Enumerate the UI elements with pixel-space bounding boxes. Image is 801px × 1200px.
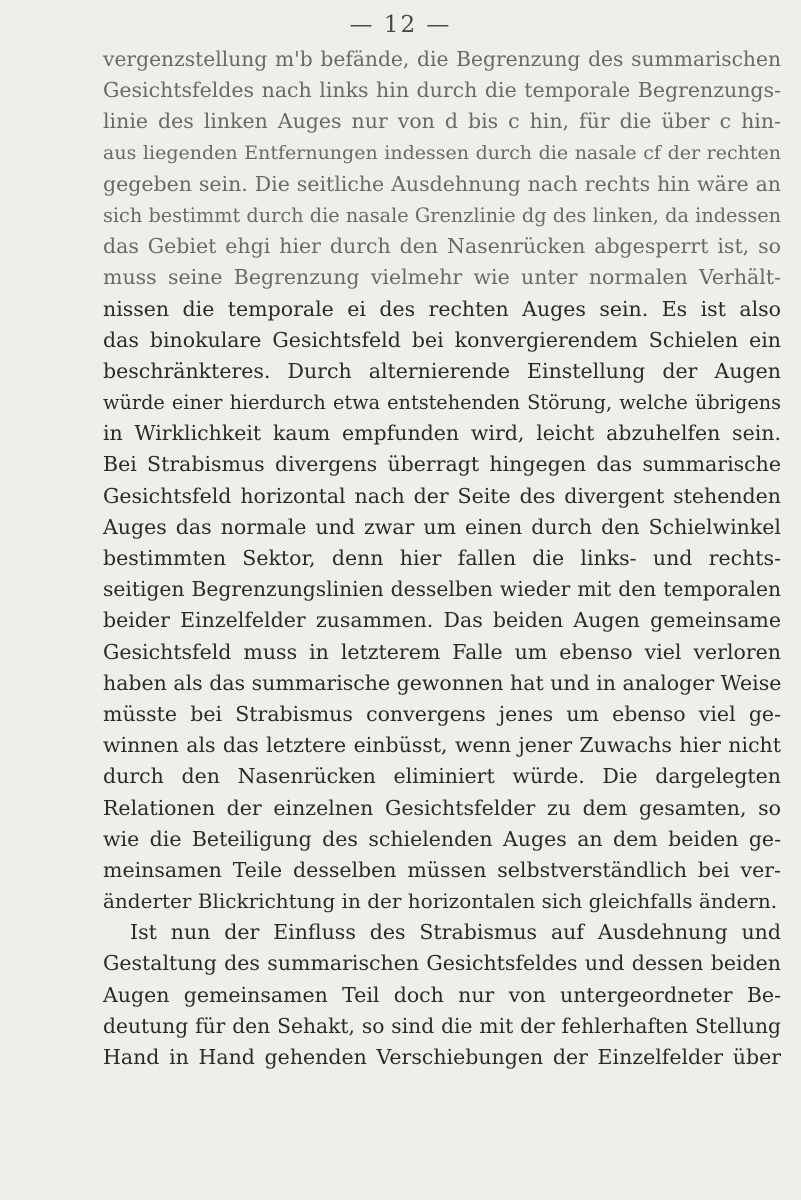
text-line: sich bestimmt durch die nasale Grenzlinie dg des linken, da indessen — [103, 203, 781, 227]
text-line: Hand in Hand gehenden Verschiebungen der Einzelfelder über — [103, 1045, 781, 1069]
text-line: aus liegenden Entfernungen indessen durch die nasale cf der rechten — [103, 141, 781, 164]
text-line: in Wirklichkeit kaum empfunden wird, leicht abzuhelfen sein. — [103, 421, 781, 446]
text-line: das Gebiet ehgi hier durch den Nasenrücken abgesperrt ist, so — [103, 234, 781, 259]
text-line: wie die Beteiligung des schielenden Auges an dem beiden ge- — [103, 826, 781, 851]
text-line: deutung für den Sehakt, so sind die mit der fehlerhaften Stellung — [103, 1013, 781, 1038]
text-line: beschränkteres. Durch alternierende Einstellung der Augen — [103, 358, 781, 383]
text-line: muss seine Begrenzung vielmehr wie unter normalen Verhält- — [103, 265, 781, 290]
text-line: müsste bei Strabismus convergens jenes um ebenso viel ge- — [103, 701, 781, 726]
text-line: würde einer hierdurch etwa entstehenden Störung, welche übrigens — [103, 391, 781, 415]
text-line: Ist nun der Einfluss des Strabismus auf Ausdehnung und — [130, 920, 781, 945]
text-line: nissen die temporale ei des rechten Auges sein. Es ist also — [103, 296, 781, 321]
text-line: Auges das normale und zwar um einen durch den Schielwinkel — [103, 514, 781, 539]
text-line: gegeben sein. Die seitliche Ausdehnung nach rechts hin wäre an — [103, 171, 781, 196]
text-line: bestimmten Sektor, denn hier fallen die links- und rechts- — [103, 546, 781, 570]
text-line: durch den Nasenrücken eliminiert würde. Die dargelegten — [103, 764, 781, 789]
text-line: vergenzstellung m'b befände, die Begrenzung des summarischen — [103, 47, 781, 71]
text-line: das binokulare Gesichtsfeld bei konvergierendem Schielen ein — [103, 327, 781, 352]
text-line: Gestaltung des summarischen Gesichtsfeldes und dessen beiden — [103, 951, 781, 976]
text-line: Gesichtsfeldes nach links hin durch die temporale Begrenzungs- — [103, 78, 781, 103]
text-line: haben als das summarische gewonnen hat und in analoger Weise — [103, 670, 782, 695]
text-line: beider Einzelfelder zusammen. Das beiden Augen gemeinsame — [103, 608, 781, 633]
text-line: änderter Blickrichtung in der horizontalen sich gleichfalls ändern. — [103, 889, 778, 914]
text-line: Gesichtsfeld horizontal nach der Seite des divergent stehenden — [103, 483, 781, 508]
text-line: Bei Strabismus divergens überragt hingegen das summarische — [103, 452, 781, 477]
text-line: seitigen Begrenzungslinien desselben wieder mit den temporalen — [103, 577, 781, 602]
text-line: linie des linken Auges nur von d bis c hin, für die über c hin- — [103, 109, 781, 134]
text-line: Augen gemeinsamen Teil doch nur von untergeordneter Be- — [103, 982, 781, 1007]
page-number: — 12 — — [349, 12, 452, 38]
text-line: winnen als das letztere einbüsst, wenn jener Zuwachs hier nicht — [103, 733, 781, 758]
text-line: Relationen der einzelnen Gesichtsfelder zu dem gesamten, so — [103, 795, 781, 820]
text-line: Gesichtsfeld muss in letzterem Falle um ebenso viel verloren — [103, 639, 781, 664]
body-text — [103, 44, 781, 1073]
text-line: meinsamen Teile desselben müssen selbstverständlich bei ver- — [103, 857, 781, 882]
